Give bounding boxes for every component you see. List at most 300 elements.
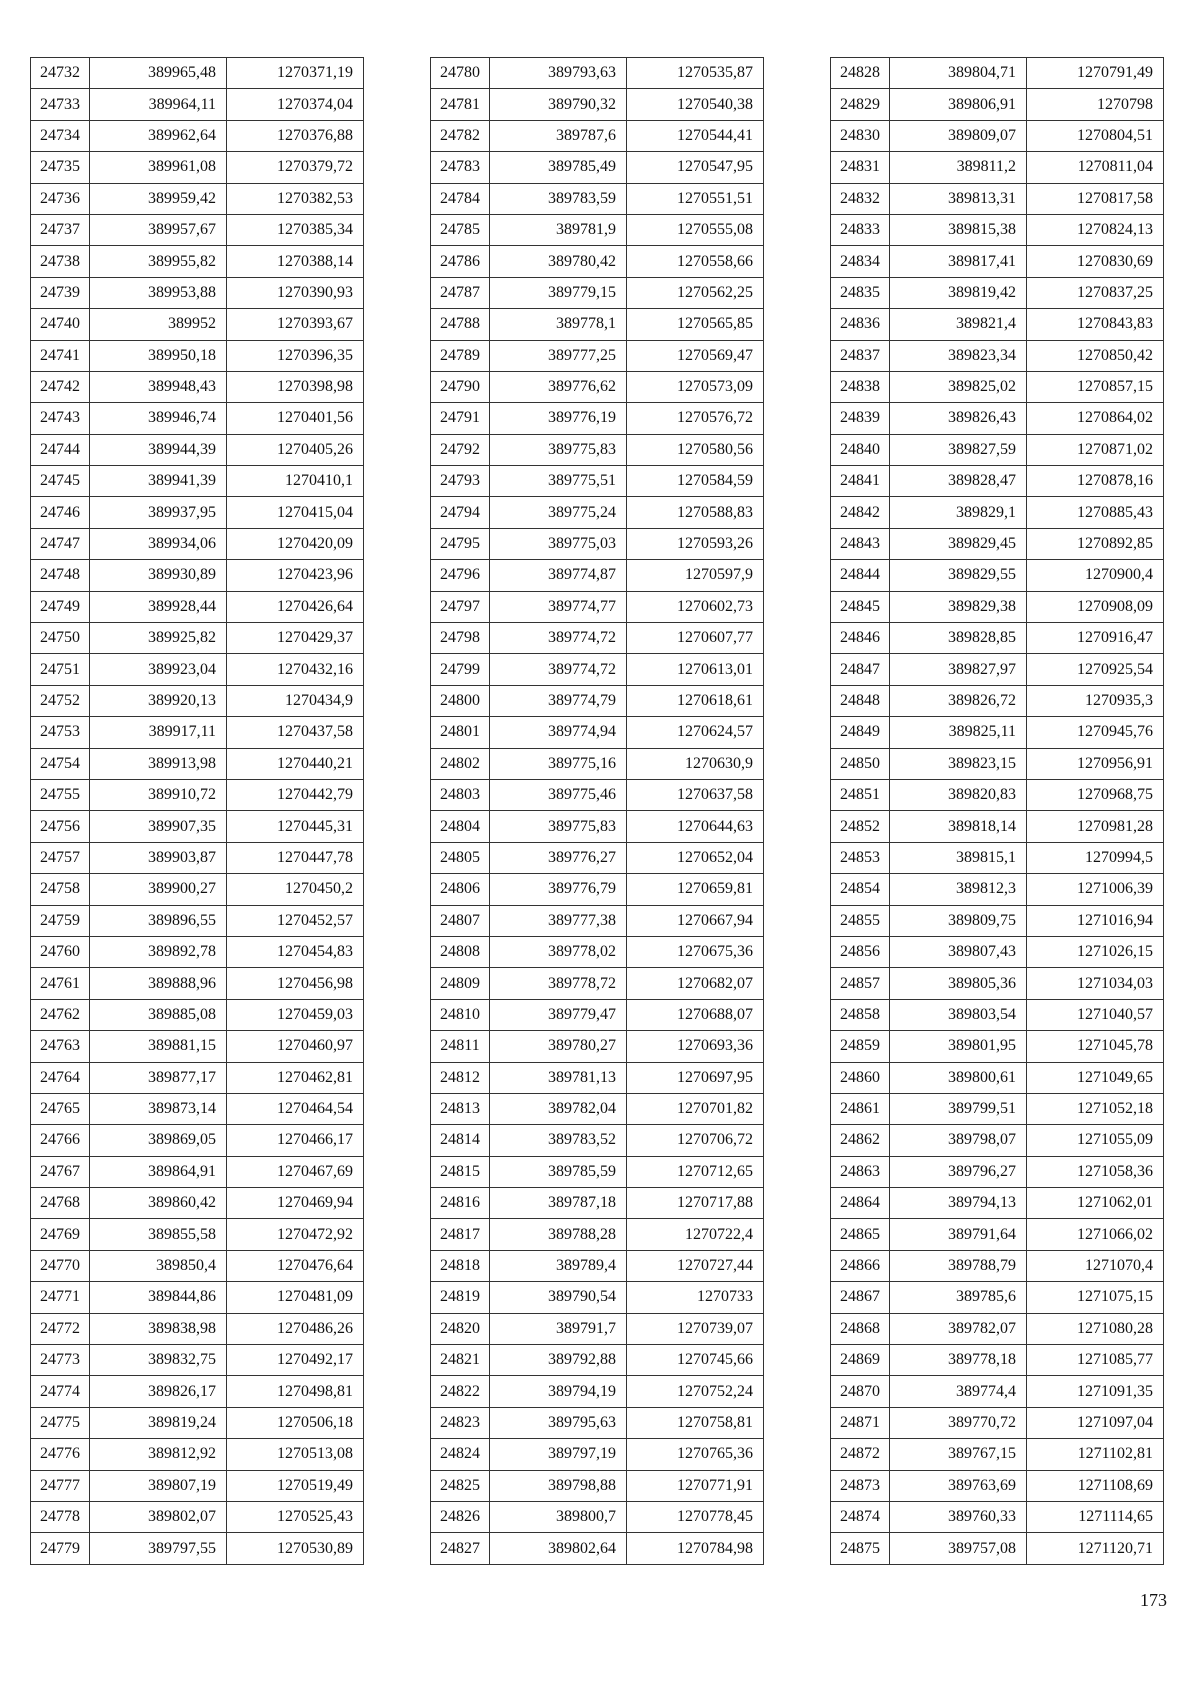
point-id-cell: 24793 [431,466,490,497]
x-coordinate-cell: 389825,11 [890,717,1027,748]
point-id-cell: 24756 [31,811,90,842]
y-coordinate-cell: 1271085,77 [1027,1345,1164,1376]
x-coordinate-cell: 389928,44 [90,591,227,622]
y-coordinate-cell: 1270717,88 [627,1188,764,1219]
table-row [431,1062,764,1093]
table-row [831,1282,1164,1313]
point-id-cell: 24780 [431,58,490,89]
point-id-cell: 24771 [31,1282,90,1313]
table-row [831,968,1164,999]
x-coordinate-cell: 389948,43 [90,371,227,402]
x-coordinate-cell: 389779,47 [490,999,627,1030]
table-row [31,999,364,1030]
point-id-cell: 24747 [31,528,90,559]
table-row [31,560,364,591]
point-id-cell: 24807 [431,905,490,936]
point-id-cell: 24848 [831,685,890,716]
x-coordinate-cell: 389923,04 [90,654,227,685]
y-coordinate-cell: 1270506,18 [227,1407,364,1438]
x-coordinate-cell: 389775,51 [490,466,627,497]
y-coordinate-cell: 1270652,04 [627,842,764,873]
y-coordinate-cell: 1270994,5 [1027,842,1164,873]
x-coordinate-cell: 389809,07 [890,120,1027,151]
table-row [831,1501,1164,1532]
y-coordinate-cell: 1270390,93 [227,277,364,308]
x-coordinate-cell: 389820,83 [890,779,1027,810]
table-row [31,1250,364,1281]
table-row [31,968,364,999]
table-row [431,277,764,308]
y-coordinate-cell: 1271034,03 [1027,968,1164,999]
point-id-cell: 24821 [431,1345,490,1376]
table-row [431,936,764,967]
y-coordinate-cell: 1271052,18 [1027,1093,1164,1124]
table-row [831,528,1164,559]
y-coordinate-cell: 1270644,63 [627,811,764,842]
point-id-cell: 24833 [831,214,890,245]
x-coordinate-cell: 389775,03 [490,528,627,559]
point-id-cell: 24794 [431,497,490,528]
y-coordinate-cell: 1271016,94 [1027,905,1164,936]
table-row [831,1439,1164,1470]
x-coordinate-cell: 389829,55 [890,560,1027,591]
y-coordinate-cell: 1270530,89 [227,1533,364,1564]
y-coordinate-cell: 1270778,45 [627,1501,764,1532]
point-id-cell: 24792 [431,434,490,465]
point-id-cell: 24864 [831,1188,890,1219]
table-row [431,152,764,183]
table-row [831,246,1164,277]
y-coordinate-cell: 1270733 [627,1282,764,1313]
point-id-cell: 24732 [31,58,90,89]
x-coordinate-cell: 389763,69 [890,1470,1027,1501]
x-coordinate-cell: 389776,19 [490,403,627,434]
table-row [831,214,1164,245]
point-id-cell: 24875 [831,1533,890,1564]
table-row [831,403,1164,434]
table-row [431,434,764,465]
x-coordinate-cell: 389775,24 [490,497,627,528]
y-coordinate-cell: 1271070,4 [1027,1250,1164,1281]
table-row [431,120,764,151]
table-row [831,936,1164,967]
point-id-cell: 24866 [831,1250,890,1281]
y-coordinate-cell: 1270445,31 [227,811,364,842]
table-row [31,748,364,779]
x-coordinate-cell: 389800,61 [890,1062,1027,1093]
x-coordinate-cell: 389800,7 [490,1501,627,1532]
point-id-cell: 24835 [831,277,890,308]
table-row [831,309,1164,340]
y-coordinate-cell: 1270682,07 [627,968,764,999]
y-coordinate-cell: 1270811,04 [1027,152,1164,183]
point-id-cell: 24804 [431,811,490,842]
y-coordinate-cell: 1270464,54 [227,1093,364,1124]
x-coordinate-cell: 389959,42 [90,183,227,214]
table-row [31,277,364,308]
y-coordinate-cell: 1270558,66 [627,246,764,277]
x-coordinate-cell: 389832,75 [90,1345,227,1376]
table-row [831,779,1164,810]
y-coordinate-cell: 1271114,65 [1027,1501,1164,1532]
point-id-cell: 24791 [431,403,490,434]
table-row [831,120,1164,151]
y-coordinate-cell: 1270562,25 [627,277,764,308]
x-coordinate-cell: 389827,97 [890,654,1027,685]
table-row [431,905,764,936]
x-coordinate-cell: 389794,19 [490,1376,627,1407]
x-coordinate-cell: 389774,4 [890,1376,1027,1407]
y-coordinate-cell: 1271062,01 [1027,1188,1164,1219]
x-coordinate-cell: 389794,13 [890,1188,1027,1219]
point-id-cell: 24862 [831,1125,890,1156]
y-coordinate-cell: 1270374,04 [227,89,364,120]
point-id-cell: 24774 [31,1376,90,1407]
point-id-cell: 24856 [831,936,890,967]
point-id-cell: 24736 [31,183,90,214]
table-row [31,309,364,340]
table-row [31,623,364,654]
table-row [431,1250,764,1281]
x-coordinate-cell: 389775,83 [490,811,627,842]
y-coordinate-cell: 1270618,61 [627,685,764,716]
table-row [831,842,1164,873]
x-coordinate-cell: 389937,95 [90,497,227,528]
table-row [831,717,1164,748]
y-coordinate-cell: 1271049,65 [1027,1062,1164,1093]
point-id-cell: 24790 [431,371,490,402]
y-coordinate-cell: 1271045,78 [1027,1031,1164,1062]
point-id-cell: 24744 [31,434,90,465]
y-coordinate-cell: 1270817,58 [1027,183,1164,214]
table-row [431,183,764,214]
x-coordinate-cell: 389779,15 [490,277,627,308]
table-row [431,1093,764,1124]
x-coordinate-cell: 389797,19 [490,1439,627,1470]
x-coordinate-cell: 389823,15 [890,748,1027,779]
x-coordinate-cell: 389825,02 [890,371,1027,402]
x-coordinate-cell: 389930,89 [90,560,227,591]
x-coordinate-cell: 389785,49 [490,152,627,183]
table-row [831,1125,1164,1156]
y-coordinate-cell: 1270437,58 [227,717,364,748]
y-coordinate-cell: 1270675,36 [627,936,764,967]
x-coordinate-cell: 389802,07 [90,1501,227,1532]
table-row [31,1125,364,1156]
point-id-cell: 24761 [31,968,90,999]
x-coordinate-cell: 389757,08 [890,1533,1027,1564]
table-row [31,905,364,936]
table-row [831,371,1164,402]
y-coordinate-cell: 1270385,34 [227,214,364,245]
table-row [31,371,364,402]
point-id-cell: 24828 [831,58,890,89]
table-row [831,1533,1164,1564]
y-coordinate-cell: 1270659,81 [627,874,764,905]
point-id-cell: 24826 [431,1501,490,1532]
x-coordinate-cell: 389826,17 [90,1376,227,1407]
x-coordinate-cell: 389774,94 [490,717,627,748]
y-coordinate-cell: 1270637,58 [627,779,764,810]
table-row [431,1031,764,1062]
point-id-cell: 24763 [31,1031,90,1062]
y-coordinate-cell: 1270551,51 [627,183,764,214]
y-coordinate-cell: 1270492,17 [227,1345,364,1376]
x-coordinate-cell: 389787,18 [490,1188,627,1219]
y-coordinate-cell: 1271075,15 [1027,1282,1164,1313]
x-coordinate-cell: 389776,27 [490,842,627,873]
x-coordinate-cell: 389920,13 [90,685,227,716]
point-id-cell: 24841 [831,466,890,497]
x-coordinate-cell: 389925,82 [90,623,227,654]
x-coordinate-cell: 389934,06 [90,528,227,559]
y-coordinate-cell: 1270857,15 [1027,371,1164,402]
y-coordinate-cell: 1270420,09 [227,528,364,559]
point-id-cell: 24769 [31,1219,90,1250]
table-row [431,1407,764,1438]
x-coordinate-cell: 389770,72 [890,1407,1027,1438]
y-coordinate-cell: 1270706,72 [627,1125,764,1156]
x-coordinate-cell: 389781,9 [490,214,627,245]
table-row [831,654,1164,685]
y-coordinate-cell: 1270452,57 [227,905,364,936]
x-coordinate-cell: 389819,24 [90,1407,227,1438]
y-coordinate-cell: 1270843,83 [1027,309,1164,340]
y-coordinate-cell: 1271108,69 [1027,1470,1164,1501]
y-coordinate-cell: 1270371,19 [227,58,364,89]
point-id-cell: 24815 [431,1156,490,1187]
point-id-cell: 24737 [31,214,90,245]
point-id-cell: 24760 [31,936,90,967]
x-coordinate-cell: 389877,17 [90,1062,227,1093]
y-coordinate-cell: 1270925,54 [1027,654,1164,685]
point-id-cell: 24778 [31,1501,90,1532]
point-id-cell: 24829 [831,89,890,120]
y-coordinate-cell: 1270460,97 [227,1031,364,1062]
table-row [431,58,764,89]
y-coordinate-cell: 1270467,69 [227,1156,364,1187]
y-coordinate-cell: 1270525,43 [227,1501,364,1532]
table-row [431,717,764,748]
x-coordinate-cell: 389774,87 [490,560,627,591]
y-coordinate-cell: 1270688,07 [627,999,764,1030]
point-id-cell: 24839 [831,403,890,434]
y-coordinate-cell: 1270466,17 [227,1125,364,1156]
point-id-cell: 24741 [31,340,90,371]
point-id-cell: 24767 [31,1156,90,1187]
point-id-cell: 24847 [831,654,890,685]
table-row [831,560,1164,591]
y-coordinate-cell: 1270752,24 [627,1376,764,1407]
y-coordinate-cell: 1271080,28 [1027,1313,1164,1344]
x-coordinate-cell: 389791,64 [890,1219,1027,1250]
y-coordinate-cell: 1270693,36 [627,1031,764,1062]
y-coordinate-cell: 1270540,38 [627,89,764,120]
x-coordinate-cell: 389802,64 [490,1533,627,1564]
table-row [831,89,1164,120]
y-coordinate-cell: 1270837,25 [1027,277,1164,308]
y-coordinate-cell: 1270434,9 [227,685,364,716]
point-id-cell: 24772 [31,1313,90,1344]
point-id-cell: 24830 [831,120,890,151]
x-coordinate-cell: 389952 [90,309,227,340]
point-id-cell: 24789 [431,340,490,371]
table-row [31,654,364,685]
x-coordinate-cell: 389778,02 [490,936,627,967]
x-coordinate-cell: 389950,18 [90,340,227,371]
point-id-cell: 24796 [431,560,490,591]
point-id-cell: 24755 [31,779,90,810]
x-coordinate-cell: 389955,82 [90,246,227,277]
page-number: 173 [1140,1590,1167,1610]
x-coordinate-cell: 389910,72 [90,779,227,810]
x-coordinate-cell: 389900,27 [90,874,227,905]
table-row [31,1188,364,1219]
point-id-cell: 24837 [831,340,890,371]
table-row [31,936,364,967]
point-id-cell: 24762 [31,999,90,1030]
point-id-cell: 24797 [431,591,490,622]
x-coordinate-cell: 389778,1 [490,309,627,340]
x-coordinate-cell: 389805,36 [890,968,1027,999]
x-coordinate-cell: 389828,47 [890,466,1027,497]
point-id-cell: 24803 [431,779,490,810]
table-row [831,58,1164,89]
point-id-cell: 24824 [431,1439,490,1470]
table-row [831,999,1164,1030]
y-coordinate-cell: 1270850,42 [1027,340,1164,371]
y-coordinate-cell: 1270555,08 [627,214,764,245]
x-coordinate-cell: 389944,39 [90,434,227,465]
y-coordinate-cell: 1270701,82 [627,1093,764,1124]
point-id-cell: 24853 [831,842,890,873]
x-coordinate-cell: 389957,67 [90,214,227,245]
y-coordinate-cell: 1270432,16 [227,654,364,685]
x-coordinate-cell: 389806,91 [890,89,1027,120]
y-coordinate-cell: 1271055,09 [1027,1125,1164,1156]
x-coordinate-cell: 389797,55 [90,1533,227,1564]
point-id-cell: 24850 [831,748,890,779]
y-coordinate-cell: 1270573,09 [627,371,764,402]
x-coordinate-cell: 389783,59 [490,183,627,214]
point-id-cell: 24872 [831,1439,890,1470]
y-coordinate-cell: 1270519,49 [227,1470,364,1501]
x-coordinate-cell: 389829,45 [890,528,1027,559]
table-row [431,1345,764,1376]
point-id-cell: 24795 [431,528,490,559]
x-coordinate-cell: 389896,55 [90,905,227,936]
x-coordinate-cell: 389807,43 [890,936,1027,967]
y-coordinate-cell: 1270956,91 [1027,748,1164,779]
table-row [831,1407,1164,1438]
y-coordinate-cell: 1270864,02 [1027,403,1164,434]
x-coordinate-cell: 389785,6 [890,1282,1027,1313]
point-id-cell: 24753 [31,717,90,748]
table-row [831,748,1164,779]
x-coordinate-cell: 389813,31 [890,183,1027,214]
x-coordinate-cell: 389826,72 [890,685,1027,716]
point-id-cell: 24752 [31,685,90,716]
x-coordinate-cell: 389807,19 [90,1470,227,1501]
table-row [831,874,1164,905]
x-coordinate-cell: 389888,96 [90,968,227,999]
point-id-cell: 24823 [431,1407,490,1438]
table-row [431,999,764,1030]
y-coordinate-cell: 1270481,09 [227,1282,364,1313]
table-row [31,1533,364,1564]
point-id-cell: 24738 [31,246,90,277]
y-coordinate-cell: 1270871,02 [1027,434,1164,465]
table-row [831,1250,1164,1281]
y-coordinate-cell: 1270415,04 [227,497,364,528]
x-coordinate-cell: 389790,32 [490,89,627,120]
x-coordinate-cell: 389964,11 [90,89,227,120]
point-id-cell: 24857 [831,968,890,999]
table-row [31,183,364,214]
x-coordinate-cell: 389767,15 [890,1439,1027,1470]
point-id-cell: 24739 [31,277,90,308]
x-coordinate-cell: 389828,85 [890,623,1027,654]
point-id-cell: 24845 [831,591,890,622]
table-row [431,1501,764,1532]
y-coordinate-cell: 1271006,39 [1027,874,1164,905]
y-coordinate-cell: 1270450,2 [227,874,364,905]
point-id-cell: 24831 [831,152,890,183]
point-id-cell: 24802 [431,748,490,779]
x-coordinate-cell: 389774,72 [490,623,627,654]
table-row [431,1439,764,1470]
table-row [31,1282,364,1313]
y-coordinate-cell: 1270588,83 [627,497,764,528]
x-coordinate-cell: 389818,14 [890,811,1027,842]
y-coordinate-cell: 1270476,64 [227,1250,364,1281]
x-coordinate-cell: 389777,25 [490,340,627,371]
point-id-cell: 24787 [431,277,490,308]
table-row [31,152,364,183]
point-id-cell: 24788 [431,309,490,340]
x-coordinate-cell: 389869,05 [90,1125,227,1156]
table-row [431,591,764,622]
y-coordinate-cell: 1270739,07 [627,1313,764,1344]
table-row [831,1093,1164,1124]
y-coordinate-cell: 1270426,64 [227,591,364,622]
x-coordinate-cell: 389798,88 [490,1470,627,1501]
x-coordinate-cell: 389792,88 [490,1345,627,1376]
table-row [31,779,364,810]
y-coordinate-cell: 1270765,36 [627,1439,764,1470]
y-coordinate-cell: 1270784,98 [627,1533,764,1564]
x-coordinate-cell: 389850,4 [90,1250,227,1281]
table-row [431,309,764,340]
point-id-cell: 24811 [431,1031,490,1062]
x-coordinate-cell: 389780,27 [490,1031,627,1062]
y-coordinate-cell: 1271026,15 [1027,936,1164,967]
point-id-cell: 24854 [831,874,890,905]
table-row [831,685,1164,716]
y-coordinate-cell: 1270462,81 [227,1062,364,1093]
table-row [31,1407,364,1438]
x-coordinate-cell: 389917,11 [90,717,227,748]
point-id-cell: 24851 [831,779,890,810]
y-coordinate-cell: 1270469,94 [227,1188,364,1219]
table-row [31,89,364,120]
point-id-cell: 24742 [31,371,90,402]
y-coordinate-cell: 1270593,26 [627,528,764,559]
x-coordinate-cell: 389812,92 [90,1439,227,1470]
point-id-cell: 24779 [31,1533,90,1564]
y-coordinate-cell: 1271120,71 [1027,1533,1164,1564]
x-coordinate-cell: 389823,34 [890,340,1027,371]
